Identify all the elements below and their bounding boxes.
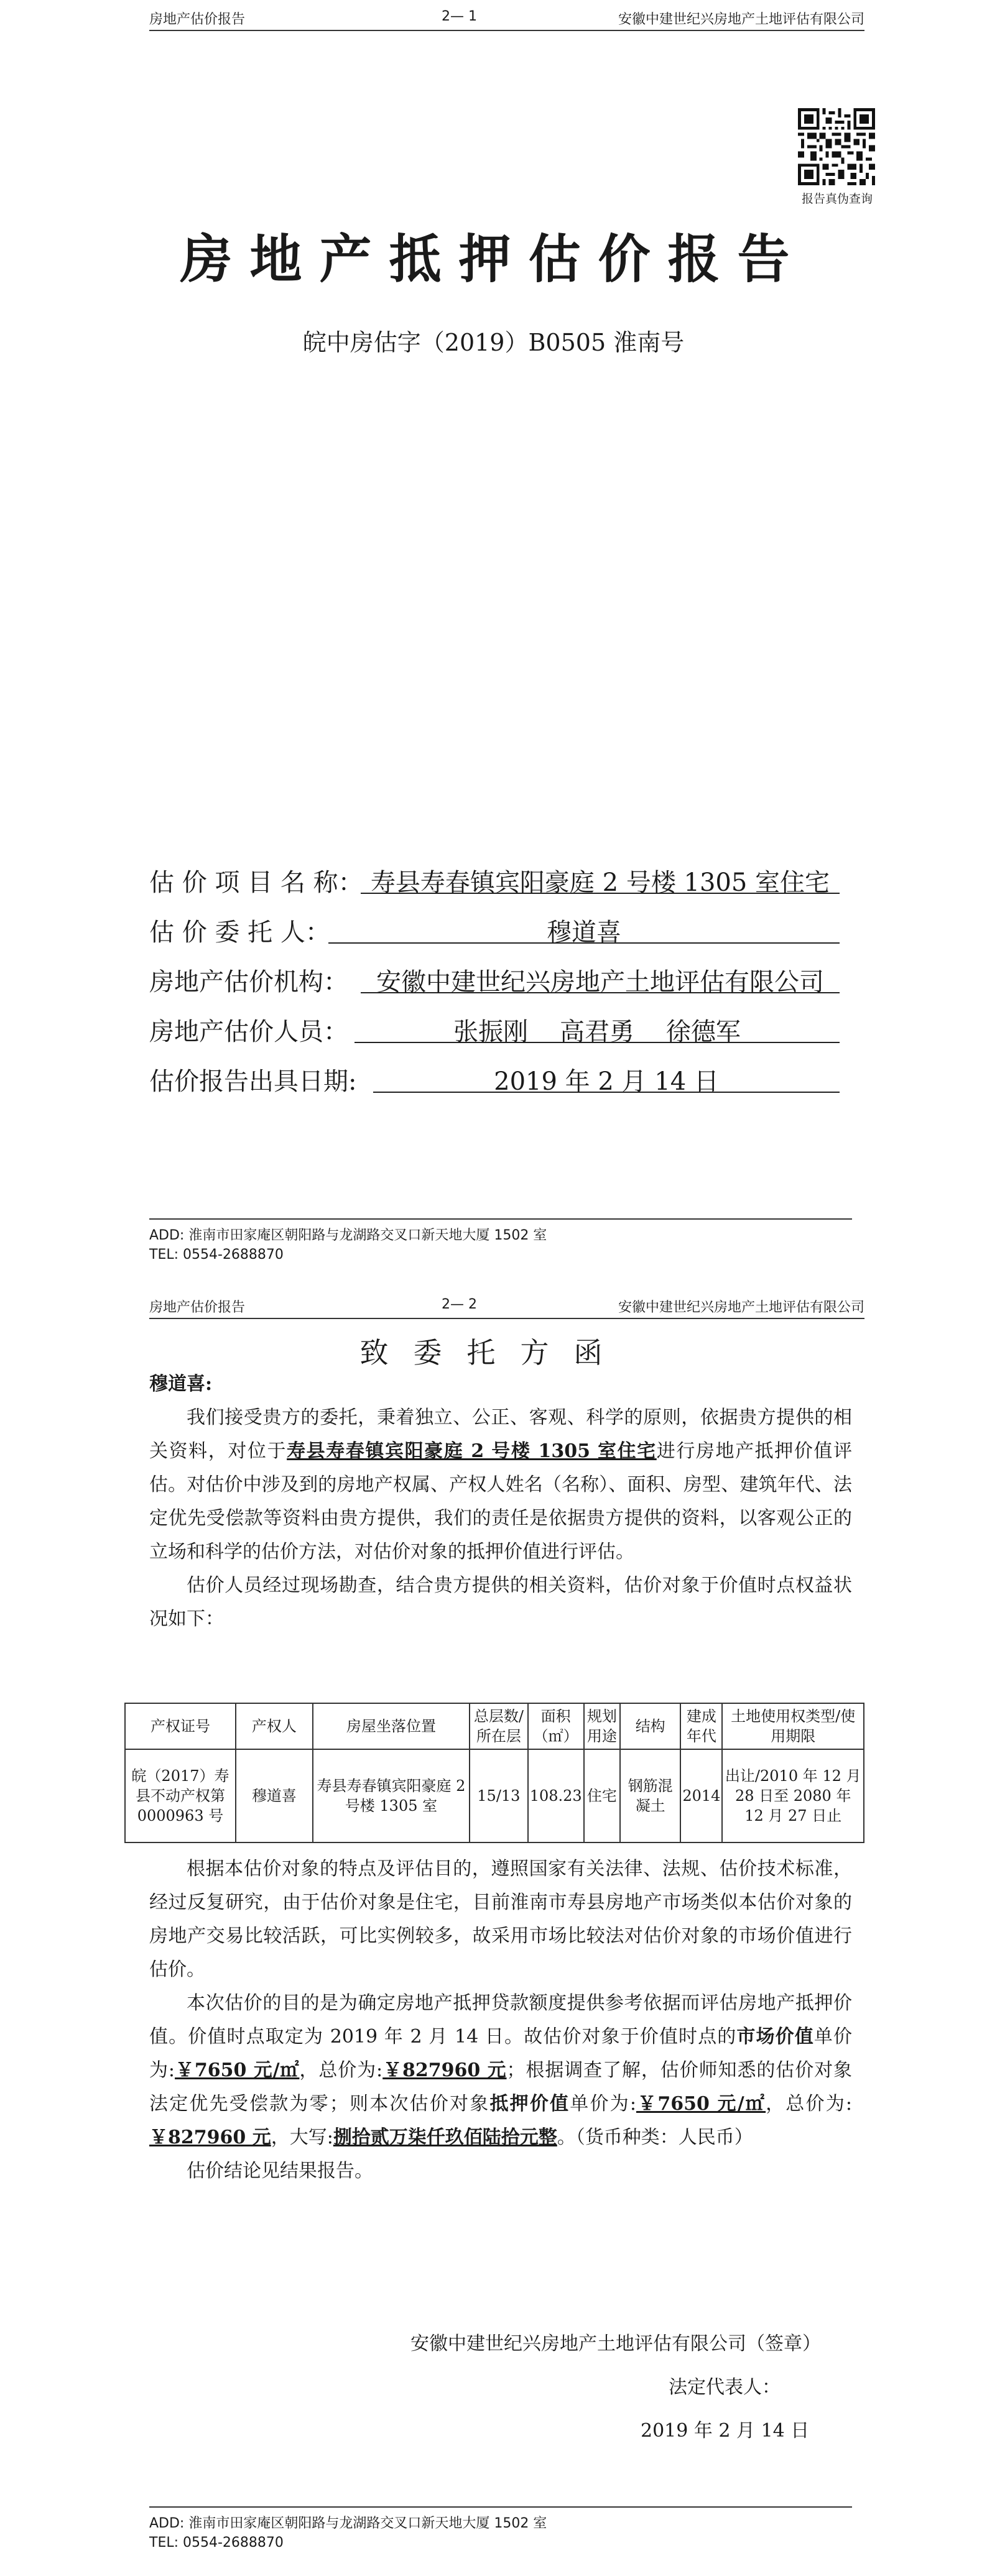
footer-tel: TEL: 0554-2688870 xyxy=(149,1247,284,1263)
paragraph-2: 估价人员经过现场勘查，结合贵方提供的相关资料，估价对象于价值时点权益状况如下： xyxy=(149,1575,852,1630)
page-footer xyxy=(149,2506,864,2552)
field-label: 房地产估价人员： xyxy=(149,1018,348,1046)
table-header: 结构 xyxy=(620,1703,680,1749)
text-span: 本次估价的目的是为确定房地产抵押贷款额度提供参考依据而评估房地产抵押价值。价值时点取定为 2019 年 2 月 14 日。故估价对象于价值时点的 xyxy=(149,1992,852,2048)
field-value: 寿县寿春镇宾阳豪庭 2 号楼 1305 室住宅 xyxy=(361,863,840,894)
letter-body xyxy=(149,1368,852,1636)
table-cell: 钢筋混凝土 xyxy=(620,1749,680,1842)
text-span: ，大写: xyxy=(271,2127,333,2148)
field-label: 估价报告出具日期: xyxy=(149,1067,357,1096)
report-title: 房地产抵押估价报告 xyxy=(180,228,807,290)
amount-in-words: 捌拾贰万柒仟玖佰陆拾元整 xyxy=(333,2127,557,2148)
text-span: ，总价为: xyxy=(299,2059,383,2081)
text-span: 单价为: xyxy=(570,2093,636,2115)
table-cell: 108.23 xyxy=(528,1749,584,1842)
page-number: 2— 2 xyxy=(442,1297,477,1312)
table-header: 土地使用权类型/使用期限 xyxy=(722,1703,864,1749)
page-header xyxy=(149,1293,864,1319)
header-right: 安徽中建世纪兴房地产土地评估有限公司 xyxy=(618,12,864,27)
property-rights-table xyxy=(124,1703,864,1843)
property-address: 寿县寿春镇宾阳豪庭 2 号楼 1305 室住宅 xyxy=(287,1440,657,1462)
signature-date: 2019 年 2 月 14 日 xyxy=(641,2420,810,2442)
page-footer xyxy=(149,1218,864,1264)
mortgage-unit-price: ￥7650 元/㎡ xyxy=(636,2093,766,2115)
text-span: ；根据调查了解，估价师知悉的估价对象法定优先受偿款为零；则本次估价对象 xyxy=(149,2059,853,2115)
footer-address: ADD: 淮南市田家庵区朝阳路与龙湖路交叉口新天地大厦 1502 室 xyxy=(149,1228,547,1243)
paragraph-3: 根据本估价对象的特点及评估目的，遵照国家有关法律、法规、估价技术标准，经过反复研究，由于估价对象是住宅，目前淮南市寿县房地产市场类似本估价对象的房地产交易比较活跃，可比实例较多，故采用市场比较法对估价对象的市场价值进行估价。 xyxy=(149,1858,852,1980)
header-left: 房地产估价报告 xyxy=(149,12,246,27)
letter-title: 致委托方函 xyxy=(359,1336,628,1369)
page-header xyxy=(149,5,864,31)
table-cell: 2014 xyxy=(680,1749,722,1842)
market-total-price: ￥827960 元 xyxy=(382,2059,507,2081)
table-cell: 穆道喜 xyxy=(236,1749,313,1842)
signature-legal-rep: 法定代表人： xyxy=(669,2376,781,2398)
table-cell: 15/13 xyxy=(470,1749,528,1842)
qr-code-icon[interactable] xyxy=(798,108,875,185)
table-header-row xyxy=(125,1703,864,1749)
field-appraisal-agency xyxy=(149,962,896,996)
signature-company: 安徽中建世纪兴房地产土地评估有限公司（签章） xyxy=(410,2333,821,2355)
paragraph-1 xyxy=(149,1401,852,1569)
field-client xyxy=(149,913,896,946)
table-cell: 住宅 xyxy=(584,1749,620,1842)
field-label: 估 价 委 托 人： xyxy=(149,918,330,947)
salutation: 穆道喜: xyxy=(149,1373,213,1395)
header-right: 安徽中建世纪兴房地产土地评估有限公司 xyxy=(618,1300,864,1315)
text-span: ，总价为: xyxy=(766,2093,853,2115)
table-cell: 出让/2010 年 12 月 28 日至 2080 年 12 月 27 日止 xyxy=(722,1749,864,1842)
field-value: 穆道喜 xyxy=(328,913,840,944)
table-cell: 皖（2017）寿县不动产权第 0000963 号 xyxy=(125,1749,236,1842)
paragraph-5: 估价结论见结果报告。 xyxy=(187,2160,373,2182)
footer-divider xyxy=(149,2506,852,2508)
market-value-label: 市场价值 xyxy=(736,2026,814,2048)
text-span: 我们接受贵方的委托，秉着独立、公正、客观、科学的原则，依据贵方提供的相关资料，对位于 xyxy=(149,1407,852,1462)
table-header: 面积（㎡） xyxy=(528,1703,584,1749)
table-header: 总层数/所在层 xyxy=(470,1703,528,1749)
table-row xyxy=(125,1749,864,1842)
field-project-name xyxy=(149,863,896,896)
header-left: 房地产估价报告 xyxy=(149,1300,246,1315)
table-header: 建成年代 xyxy=(680,1703,722,1749)
footer-address: ADD: 淮南市田家庵区朝阳路与龙湖路交叉口新天地大厦 1502 室 xyxy=(149,2516,547,2531)
field-label: 房地产估价机构： xyxy=(149,968,348,996)
document-number: 皖中房估字（2019）B0505 淮南号 xyxy=(302,329,685,356)
letter-body-continued xyxy=(149,1852,852,2188)
page-number: 2— 1 xyxy=(442,9,477,24)
footer-divider xyxy=(149,1218,852,1220)
paragraph-4 xyxy=(149,1987,852,2155)
field-value: 安徽中建世纪兴房地产土地评估有限公司 xyxy=(361,962,840,993)
table-cell: 寿县寿春镇宾阳豪庭 2 号楼 1305 室 xyxy=(313,1749,470,1842)
qr-caption: 报告真伪查询 xyxy=(801,192,873,206)
text-span: 进行房地产抵押价值评估。对估价中涉及到的房地产权属、产权人姓名（名称）、面积、房型、建筑年代、法定优先受偿款等资料由贵方提供，我们的责任是依据贵方提供的资料，以客观公正的立场和科学的估价方法，对估价对象的抵押价值进行评估。 xyxy=(149,1440,853,1563)
field-report-date xyxy=(149,1062,896,1095)
table-header: 产权人 xyxy=(236,1703,313,1749)
field-appraisers xyxy=(149,1012,896,1046)
table-header: 规划用途 xyxy=(584,1703,620,1749)
field-value: 张振刚 高君勇 徐德军 xyxy=(354,1012,840,1043)
text-span: 。（货币种类：人民币） xyxy=(557,2127,753,2148)
field-label: 估 价 项 目 名 称： xyxy=(149,868,363,897)
footer-tel: TEL: 0554-2688870 xyxy=(149,2535,284,2551)
table-header: 房屋坐落位置 xyxy=(313,1703,470,1749)
table-header: 产权证号 xyxy=(125,1703,236,1749)
mortgage-value-label: 抵押价值 xyxy=(489,2093,570,2115)
market-unit-price: ￥7650 元/㎡ xyxy=(175,2059,300,2081)
field-value: 2019 年 2 月 14 日 xyxy=(373,1062,840,1093)
text-span: 单价为: xyxy=(149,2026,853,2081)
mortgage-total-price: ￥827960 元 xyxy=(149,2127,271,2148)
